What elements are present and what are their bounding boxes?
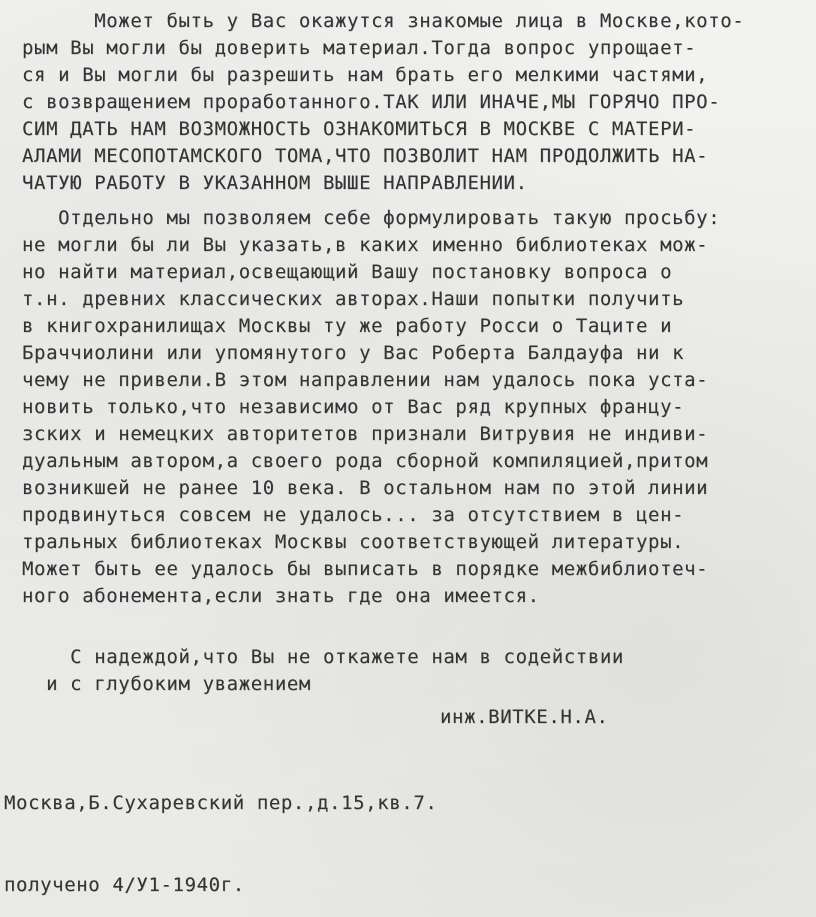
closing-line-2: и с глубоким уважением xyxy=(22,673,311,695)
received-note: получено 4/У1-1940г. xyxy=(4,874,245,896)
paragraph2-line-7: чему не привели.В этом направлении нам удалось пока уста- xyxy=(22,369,709,391)
paragraph2-line-14: Может быть ее удалось бы выписать в порядке межбиблиотеч- xyxy=(22,558,709,580)
paragraph1-line-4: с возвращением проработанного.ТАК ИЛИ ИНАЧЕ,МЫ ГОРЯЧО ПРО- xyxy=(22,91,721,113)
paragraph2-line-11: возникшей не ранее 10 века. В остальном нам по этой линии xyxy=(22,477,709,499)
paragraph2-line-5: в книгохранилищах Москвы ту же работу Росси о Таците и xyxy=(22,315,673,337)
paragraph2-line-10: дуальным автором,а своего рода сборной компиляцией,притом xyxy=(22,450,709,472)
signature: инж.ВИТКЕ.Н.А. xyxy=(440,706,609,728)
paragraph2-line-4: т.н. древних классических авторах.Наши попытки получить xyxy=(22,288,685,310)
paragraph2-line-2: не могли бы ли Вы указать,в каких именно библиотеках мож- xyxy=(22,234,709,256)
paragraph1-line-7: ЧАТУЮ РАБОТУ В УКАЗАННОМ ВЫШЕ НАПРАВЛЕНИИ. xyxy=(22,172,528,194)
paragraph1-line-3: ся и Вы могли бы разрешить нам брать его мелкими частями, xyxy=(22,64,709,86)
paragraph2-line-3: но найти материал,освещающий Вашу постановку вопроса о xyxy=(22,261,673,283)
paragraph1-line-2: рым Вы могли бы доверить материал.Тогда вопрос упрощает- xyxy=(22,37,697,59)
sender-address: Москва,Б.Сухаревский пер.,д.15,кв.7. xyxy=(4,792,438,814)
paragraph2-line-9: зских и немецких авторитетов признали Витрувия не индиви- xyxy=(22,423,709,445)
paragraph2-line-8: новить только,что независимо от Вас ряд крупных францу- xyxy=(22,396,685,418)
paragraph1-line-6: АЛАМИ МЕСОПОТАМСКОГО ТОМА,ЧТО ПОЗВОЛИТ НАМ ПРОДОЛЖИТЬ НА- xyxy=(22,145,709,167)
paragraph2-line-1: Отдельно мы позволяем себе формулировать такую просьбу: xyxy=(22,207,721,229)
paragraph2-line-15: ного абонемента,если знать где она имеется. xyxy=(22,585,540,607)
closing-line-1: С надеждой,что Вы не откажете нам в содействии xyxy=(22,646,624,668)
paragraph2-line-13: тральных библиотеках Москвы соответствующей литературы. xyxy=(22,531,685,553)
paragraph2-line-12: продвинуться совсем не удалось... за отсутствием в цен- xyxy=(22,504,685,526)
paragraph2-line-6: Браччиолини или упомянутого у Вас Роберта Балдауфа ни к xyxy=(22,342,685,364)
paragraph1-line-1: Может быть у Вас окажутся знакомые лица в Москве,кото- xyxy=(22,10,745,32)
paragraph1-line-5: СИМ ДАТЬ НАМ ВОЗМОЖНОСТЬ ОЗНАКОМИТЬСЯ В МОСКВЕ С МАТЕРИ- xyxy=(22,118,697,140)
